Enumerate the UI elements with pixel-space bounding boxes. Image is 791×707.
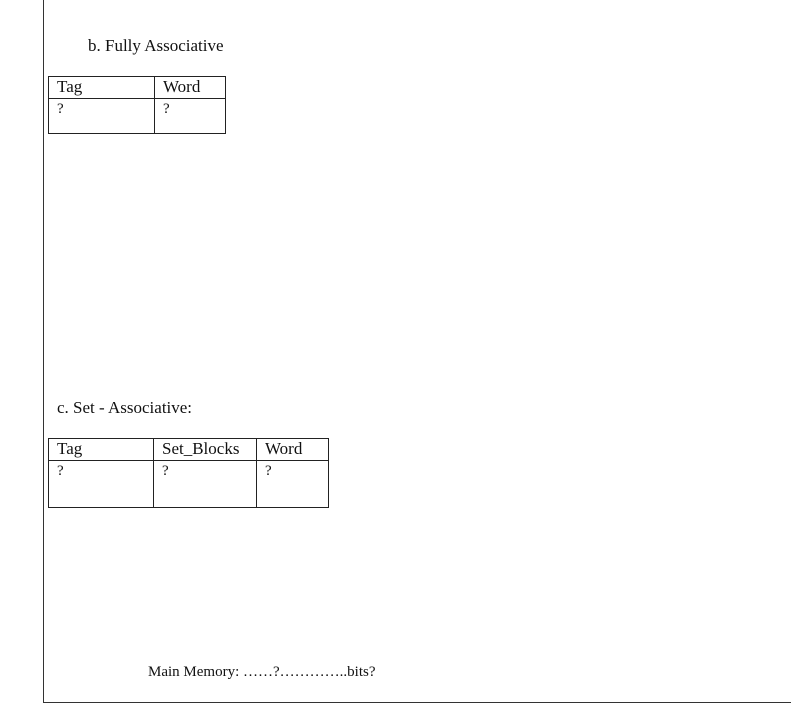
- fully-associative-table: [48, 76, 226, 134]
- header-word: Word: [155, 77, 226, 99]
- cell-word: ?: [257, 461, 329, 508]
- section-b-heading: b. Fully Associative: [88, 36, 224, 55]
- set-associative-table: [48, 438, 329, 508]
- table-row: [49, 99, 226, 134]
- table-header-row: [49, 77, 226, 99]
- cell-word: ?: [155, 99, 226, 134]
- cell-tag: ?: [49, 461, 154, 508]
- header-tag: Tag: [49, 439, 154, 461]
- cell-tag: ?: [49, 99, 155, 134]
- main-memory-line: Main Memory: ……?…………..bits?: [148, 664, 376, 680]
- table-row: [49, 461, 329, 508]
- header-word: Word: [257, 439, 329, 461]
- table-header-row: [49, 439, 329, 461]
- section-c-heading: c. Set - Associative:: [57, 398, 193, 417]
- cell-set-blocks: ?: [154, 461, 257, 508]
- header-tag: Tag: [49, 77, 155, 99]
- header-set-blocks: Set_Blocks: [154, 439, 257, 461]
